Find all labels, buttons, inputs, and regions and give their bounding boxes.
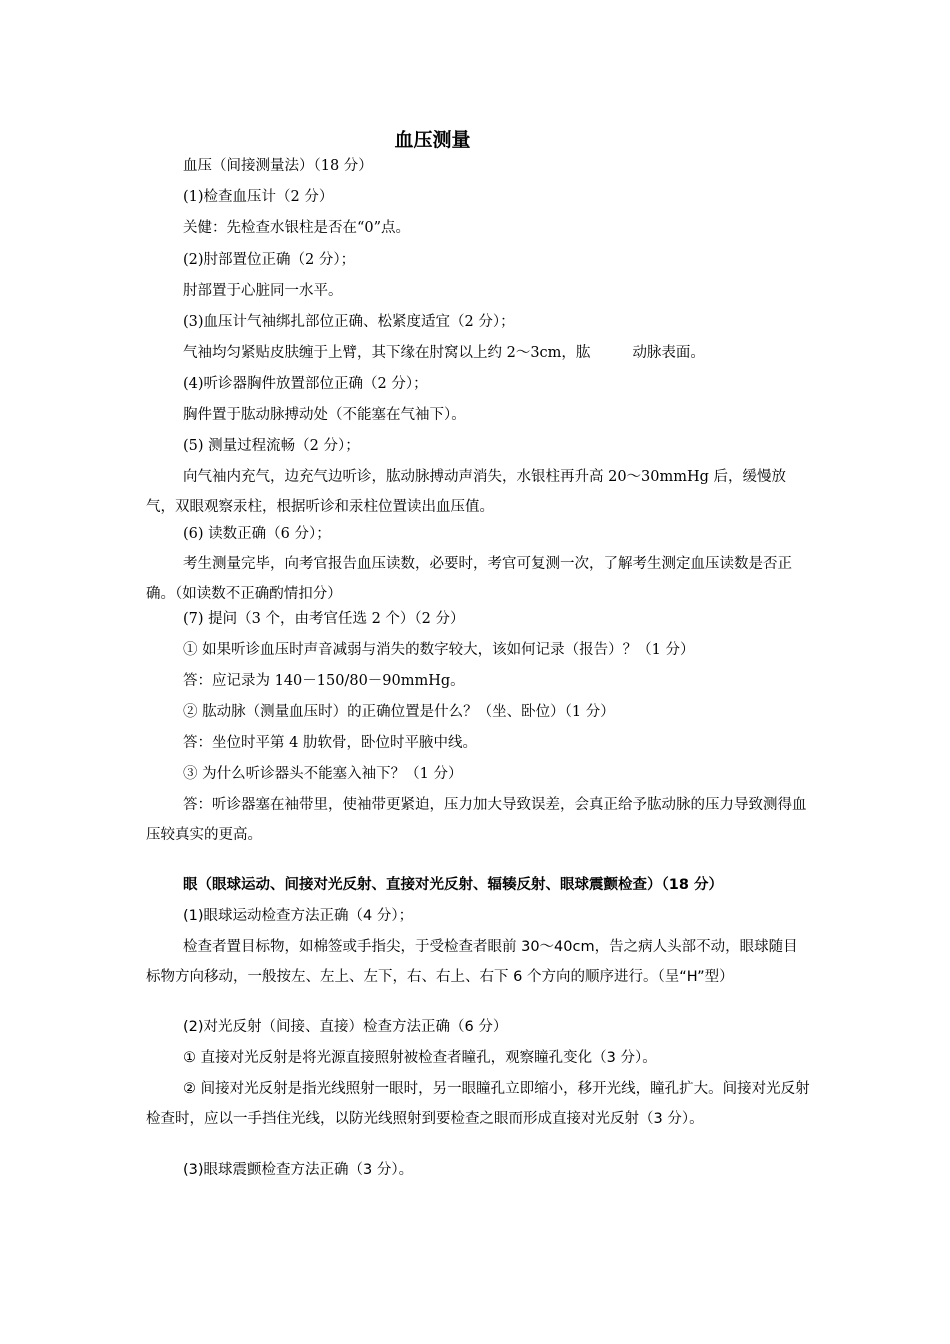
bp-heading: 血压（间接测量法）（18 分）: [183, 158, 373, 174]
bp-answer-1: 答：应记录为 140－150/80－90mmHg。: [183, 673, 465, 689]
bp-step-3-text: [146, 338, 810, 368]
eye-step-2: (2)对光反射（间接、直接）检查方法正确（6 分）: [183, 1019, 508, 1035]
bp-step-6: (6) 读数正确（6 分）；: [183, 526, 331, 542]
page-title: 血压测量: [394, 129, 471, 151]
bp-step-2: (2)肘部置位正确（2 分）；: [183, 252, 356, 268]
bp-step-5-text: 向气袖内充气，边充气边听诊，肱动脉搏动声消失，水银柱再升高 20～30mmHg 后，缓慢放气，双眼观察汞柱，根据听诊和汞柱位置读出血压值。: [146, 469, 787, 515]
bp-step-1-key: 关健：先检查水银柱是否在“0”点。: [183, 220, 411, 236]
eye-heading: 眼（眼球运动、间接对光反射、直接对光反射、辐辏反射、眼球震颤检查）（18 分）: [183, 877, 723, 893]
bp-step-2-text: 肘部置于心脏同一水平。: [183, 283, 343, 299]
bp-step-6-text: 考生测量完毕，向考官报告血压读数，必要时，考官可复测一次，了解考生测定血压读数是否正确。（如读数不正确酌情扣分）: [146, 556, 792, 602]
eye-step-2-a: ① 直接对光反射是将光源直接照射被检查者瞳孔，观察瞳孔变化（3 分）。: [183, 1050, 657, 1066]
bp-step-3: (3)血压计气袖绑扎部位正确、松紧度适宜（2 分）；: [183, 314, 515, 330]
bp-step-3-text-a: 气袖均匀紧贴皮肤缠于上臂，其下缘在肘窝以上约 2～3cm，肱: [183, 345, 591, 361]
bp-step-4-text: 胸件置于肱动脉搏动处（不能塞在气袖下）。: [183, 407, 466, 423]
bp-step-3-text-b: 动脉表面。: [632, 345, 705, 361]
bp-question-1: ① 如果听诊血压时声音减弱与消失的数字较大，该如何记录（报告）？（1 分）: [183, 642, 695, 658]
bp-step-7: (7) 提问（3 个，由考官任选 2 个）（2 分）: [183, 611, 465, 627]
eye-step-3: (3)眼球震颤检查方法正确（3 分）。: [183, 1162, 414, 1178]
bp-step-5: (5) 测量过程流畅（2 分）；: [183, 438, 360, 454]
bp-answer-3: 答：听诊器塞在袖带里，使袖带更紧迫，压力加大导致误差，会真正给予肱动脉的压力导致测得血压较真实的更高。: [146, 797, 807, 843]
bp-step-1: (1)检查血压计（2 分）: [183, 189, 334, 205]
bp-answer-2: 答：坐位时平第 4 肋软骨，卧位时平腋中线。: [183, 735, 477, 751]
bp-step-4: (4)听诊器胸件放置部位正确（2 分）；: [183, 376, 428, 392]
eye-step-1-text: 检查者置目标物，如棉签或手指尖，于受检查者眼前 30～40cm，告之病人头部不动，眼球随目标物方向移动，一般按左、左上、左下，右、右上、右下 6 个方向的顺序进行。（呈“H”型）: [146, 939, 798, 985]
eye-step-1: (1)眼球运动检查方法正确（4 分）；: [183, 908, 414, 924]
eye-step-2-b: ② 间接对光反射是指光线照射一眼时，另一眼瞳孔立即缩小，移开光线，瞳孔扩大。间接对光反射检查时，应以一手挡住光线，以防光线照射到要检查之眼而形成直接对光反射（3 分）。: [146, 1081, 810, 1127]
bp-question-3: ③ 为什么听诊器头不能塞入袖下？（1 分）: [183, 766, 463, 782]
bp-question-2: ② 肱动脉（测量血压时）的正确位置是什么？（坐、卧位）（1 分）: [183, 704, 615, 720]
